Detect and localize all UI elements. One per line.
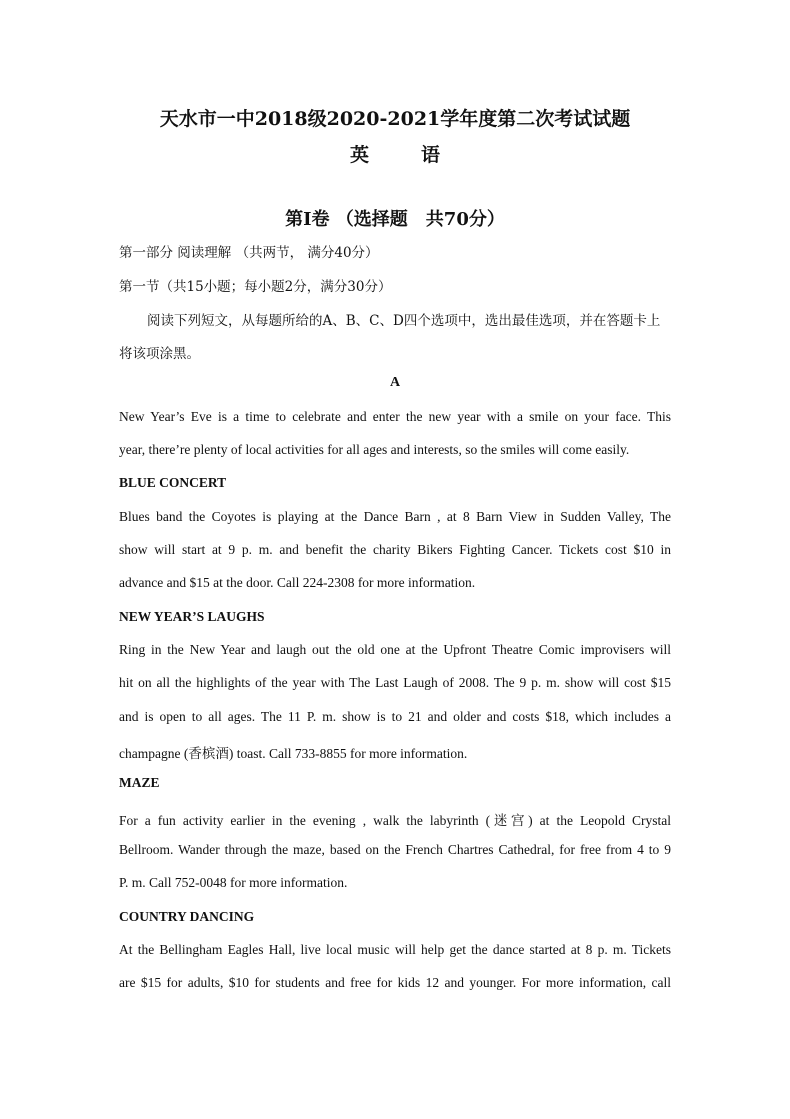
dancing-heading: COUNTRY DANCING (119, 909, 255, 924)
subject-char-2: 语 (421, 144, 441, 166)
blue-concert-line-1: Blues band the Coyotes is playing at the Dance Barn , at 8 Barn View in Sudden Valley, The (119, 509, 671, 524)
exam-title: 天水市一中2018级2020-2021学年度第二次考试试题 (159, 108, 631, 130)
maze-heading: MAZE (119, 775, 160, 790)
dancing-line-1: At the Bellingham Eagles Hall, live local music will help get the dance started at 8 p. m. Tickets (119, 942, 671, 957)
part-line: 第一部分 阅读理解 （共两节， 满分40分） (119, 245, 379, 261)
maze-line-1: For a fun activity earlier in the evening , walk the labyrinth (迷宫) at the Leopold Crystal (119, 813, 671, 828)
instruction-line-2: 将该项涂黑。 (119, 346, 200, 362)
maze-line-2: Bellroom. Wander through the maze, based on the French Chartres Cathedral, for free from 4 to 9 (119, 842, 671, 857)
blue-concert-heading: BLUE CONCERT (119, 475, 227, 490)
instruction-line-1: 阅读下列短文，从每题所给的A、B、C、D四个选项中，选出最佳选项，并在答题卡上 (147, 313, 661, 329)
laughs-line-3: and is open to all ages. The 11 P. m. show is to 21 and older and costs $18, which includes a (119, 709, 671, 724)
intro-line-2: year, there’re plenty of local activities for all ages and interests, so the smiles will come easily. (119, 442, 630, 457)
volume-title: 第Ⅰ卷 （选择题 共70分） (285, 209, 505, 230)
subject-char-1: 英 (349, 144, 369, 166)
blue-concert-line-2: show will start at 9 p. m. and benefit the charity Bikers Fighting Cancer. Tickets cost $10 in (119, 542, 671, 557)
dancing-line-2: are $15 for adults, $10 for students and free for kids 12 and younger. For more information, call (119, 975, 671, 990)
intro-line-1: New Year’s Eve is a time to celebrate and enter the new year with a smile on your face. This (119, 409, 671, 424)
laughs-line-2: hit on all the highlights of the year with The Last Laugh of 2008. The 9 p. m. show will cost $15 (119, 675, 671, 690)
passage-label: A (389, 375, 401, 390)
laughs-heading: NEW YEAR’S LAUGHS (119, 609, 265, 624)
subject-heading (0, 140, 790, 167)
section-line: 第一节（共15小题；每小题2分，满分30分） (119, 279, 392, 295)
laughs-line-1: Ring in the New Year and laugh out the old one at the Upfront Theatre Comic improvisers will (119, 642, 671, 657)
maze-line-3: P. m. Call 752-0048 for more information. (119, 875, 348, 890)
laughs-line-4: champagne (香槟酒) toast. Call 733-8855 for more information. (119, 746, 468, 761)
blue-concert-line-3: advance and $15 at the door. Call 224-2308 for more information. (119, 575, 476, 590)
